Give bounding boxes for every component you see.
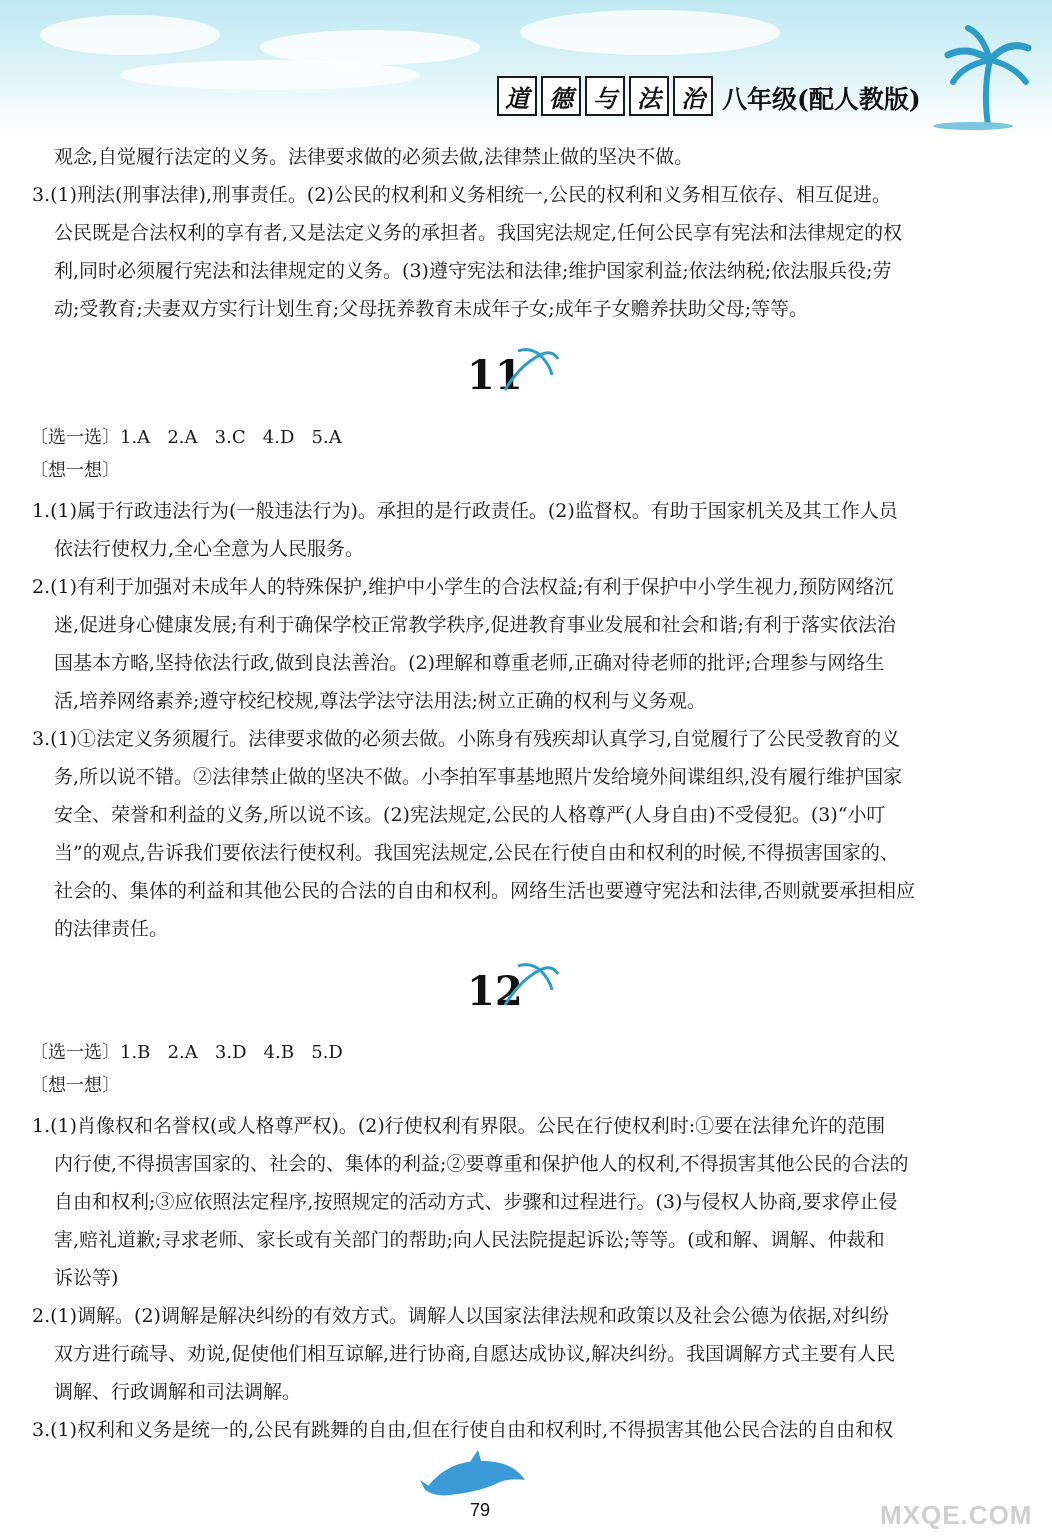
answer-line: 1.(1)肖像权和名誉权(或人格尊严权)。(2)行使权利有界限。公民在行使权利时:①要在法律允许的范围	[32, 1115, 886, 1137]
answer-line: 害,赔礼道歉;寻求老师、家长或有关部门的帮助;向人民法院提起诉讼;等等。(或和解、调解、仲裁和	[54, 1229, 885, 1251]
choose-label: 〔选一选〕	[30, 1042, 120, 1063]
answer-line: 调解、行政调解和司法调解。	[54, 1381, 302, 1403]
answer-line: 自由和权利;③应依照法定程序,按照规定的活动方式、步骤和过程进行。(3)与侵权人协商,要求停止侵	[54, 1191, 898, 1213]
answer-line: 3.(1)权利和义务是统一的,公民有跳舞的自由,但在行使自由和权利时,不得损害其他公民合法的自由和权	[32, 1419, 894, 1441]
section-12-answers	[32, 1107, 952, 1449]
palm-tree-icon	[928, 20, 1038, 130]
choose-answers: 1.A 2.A 3.C 4.D 5.A	[120, 427, 342, 448]
answer-line: 迷,促进身心健康发展;有利于确保学校正常教学秩序,促进教育事业发展和社会和谐;有利于落实依法治	[54, 614, 896, 636]
palm-leaf-icon	[500, 960, 560, 1010]
answer-line: 内行使,不得损害国家的、社会的、集体的利益;②要尊重和保护他人的权利,不得损害其他公民的合法的	[54, 1153, 909, 1175]
section-11-choose	[30, 425, 342, 451]
answer-line: 1.(1)属于行政违法行为(一般违法行为)。承担的是行政责任。(2)监督权。有助于国家机关及其工作人员	[32, 500, 898, 522]
answer-line: 2.(1)调解。(2)调解是解决纠纷的有效方式。调解人以国家法律法规和政策以及社会公德为依据,对纠纷	[32, 1305, 889, 1327]
prev-section-answers	[32, 138, 952, 328]
answer-line: 公民既是合法权利的享有者,又是法定义务的承担者。我国宪法规定,任何公民享有宪法和法律规定的权	[54, 222, 903, 244]
think-label: 〔想一想〕	[30, 1075, 120, 1096]
answer-line: 依法行使权力,全心全意为人民服务。	[54, 538, 365, 560]
answer-line: 2.(1)有利于加强对未成年人的特殊保护,维护中小学生的合法权益;有利于保护中小学生视力,预防网络沉	[32, 576, 894, 598]
watermark-text: MXQE.COM	[880, 1500, 1033, 1530]
page-number: 79	[470, 1500, 491, 1520]
answer-line: 务,所以说不错。②法律禁止做的坚决不做。小李拍军事基地照片发给境外间谍组织,没有履行维护国家	[54, 766, 903, 788]
choose-label: 〔选一选〕	[30, 427, 120, 448]
answer-line: 3.(1)刑法(刑事法律),刑事责任。(2)公民的权利和义务相统一,公民的权利和义务相互依存、相互促进。	[32, 184, 891, 206]
title-char: 德	[541, 76, 581, 116]
answer-line: 社会的、集体的利益和其他公民的合法的自由和权利。网络生活也要遵守宪法和法律,否则就要承担相应	[54, 880, 916, 902]
title-char: 道	[497, 76, 537, 116]
think-label: 〔想一想〕	[30, 460, 120, 481]
answer-line: 诉讼等)	[54, 1267, 119, 1289]
section-11-number: 11	[467, 352, 523, 399]
choose-answers: 1.B 2.A 3.D 4.B 5.D	[120, 1042, 343, 1063]
title-char: 法	[629, 76, 669, 116]
answer-line: 动;受教育;夫妻双方实行计划生育;父母抚养教育未成年子女;成年子女赡养扶助父母;等等。	[54, 298, 809, 320]
answer-line: 的法律责任。	[54, 918, 169, 940]
answer-line: 活,培养网络素养;遵守校纪校规,尊法学法守法用法;树立正确的权利与义务观。	[54, 690, 706, 712]
answer-line: 观念,自觉履行法定的义务。法律要求做的必须去做,法律禁止做的坚决不做。	[54, 146, 694, 168]
title-char: 治	[673, 76, 713, 116]
subject-title	[497, 76, 713, 116]
palm-leaf-icon	[500, 345, 560, 395]
answer-line: 当”的观点,告诉我们要依法行使权利。我国宪法规定,公民在行使自由和权利的时候,不得损害国家的、	[54, 842, 899, 864]
section-12-choose	[30, 1040, 343, 1066]
answer-line: 双方进行疏导、劝说,促使他们相互谅解,进行协商,自愿达成协议,解决纠纷。我国调解方式主要有人民	[54, 1343, 896, 1365]
grade-label: 八年级(配人教版)	[722, 85, 921, 114]
answer-line: 3.(1)①法定义务须履行。法律要求做的必须去做。小陈身有残疾却认真学习,自觉履行了公民受教育的义	[32, 728, 901, 750]
section-11-answers	[32, 492, 952, 948]
answer-line: 国基本方略,坚持依法行政,做到良法善治。(2)理解和尊重老师,正确对待老师的批评;合理参与网络生	[54, 652, 885, 674]
section-12-number: 12	[467, 968, 523, 1015]
answer-line: 利,同时必须履行宪法和法律规定的义务。(3)遵守宪法和法律;维护国家利益;依法纳税;依法服兵役;劳	[54, 260, 892, 282]
title-char: 与	[585, 76, 625, 116]
answer-line: 安全、荣誉和利益的义务,所以说不该。(2)宪法规定,公民的人格尊严(人身自由)不受侵犯。(3)“小叮	[54, 804, 886, 826]
